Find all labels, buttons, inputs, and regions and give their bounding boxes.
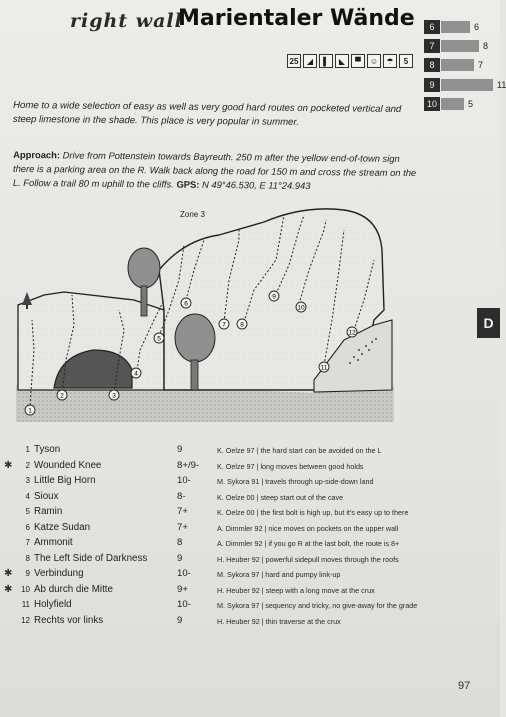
grade-row bbox=[424, 39, 488, 53]
route-info bbox=[217, 539, 399, 548]
child-friendly-icon: ☺ bbox=[367, 54, 381, 68]
crag-title: Marientaler Wände bbox=[178, 6, 415, 31]
route-marker-number: 12 bbox=[348, 329, 356, 337]
route-number: 4 bbox=[25, 491, 30, 501]
route-grade: 9+ bbox=[177, 583, 188, 595]
route-name: Verbindung bbox=[34, 568, 84, 579]
route-row bbox=[4, 522, 424, 536]
route-info bbox=[217, 446, 382, 455]
route-first-ascent: K. Oelze 97 bbox=[217, 461, 255, 471]
route-description: long moves between good holds bbox=[260, 461, 364, 471]
route-marker bbox=[154, 333, 164, 343]
route-info bbox=[217, 555, 399, 564]
route-info bbox=[217, 462, 364, 471]
grade-label: 8 bbox=[424, 58, 440, 72]
route-description: nice moves on pockets on the upper wall bbox=[268, 523, 399, 533]
route-number: 9 bbox=[25, 569, 30, 578]
grade-label: 6 bbox=[424, 20, 440, 34]
route-info bbox=[217, 570, 340, 579]
grade-row bbox=[424, 20, 479, 34]
route-first-ascent: H. Heuber 92 bbox=[217, 585, 260, 595]
route-first-ascent: M. Sykora 97 bbox=[217, 601, 260, 610]
walk-in-5min-icon: 5 bbox=[399, 54, 413, 68]
route-grade: 8 bbox=[177, 537, 183, 548]
grade-bar bbox=[441, 79, 493, 91]
route-number: 7 bbox=[25, 538, 30, 547]
route-row bbox=[4, 444, 424, 458]
intro-text: Home to a wide selection of easy as well as very good hard routes on pocketed vertical and steep limestone in the shade. This place is very popular in summer. bbox=[12, 99, 402, 128]
route-row bbox=[4, 615, 424, 629]
route-info bbox=[217, 508, 408, 517]
route-name: Wounded Knee bbox=[34, 459, 102, 471]
grade-bar bbox=[441, 98, 464, 110]
route-row bbox=[4, 537, 424, 551]
route-marker-number: 5 bbox=[157, 335, 161, 343]
separator: | bbox=[259, 554, 266, 564]
route-number: 5 bbox=[25, 507, 30, 516]
route-marker bbox=[269, 291, 279, 301]
approach-label: Approach: bbox=[13, 148, 61, 161]
route-marker bbox=[57, 390, 67, 400]
route-number: 1 bbox=[25, 445, 30, 454]
route-grade: 8+/9- bbox=[177, 459, 200, 471]
route-marker bbox=[237, 319, 247, 329]
route-first-ascent: K. Oelze 97 bbox=[217, 446, 255, 455]
grade-count: 11 bbox=[497, 80, 506, 90]
route-marker-number: 1 bbox=[28, 407, 32, 415]
route-row bbox=[4, 506, 424, 520]
route-description: steep start out of the cave bbox=[260, 492, 344, 502]
section-tab: D bbox=[477, 308, 500, 338]
route-marker bbox=[296, 302, 306, 312]
route-first-ascent: A. Dimmler 92 bbox=[217, 539, 263, 548]
grade-label: 9 bbox=[424, 78, 440, 92]
route-grade: 7+ bbox=[177, 521, 188, 533]
route-marker-number: 6 bbox=[184, 300, 188, 308]
grade-count: 7 bbox=[478, 60, 484, 70]
route-info bbox=[217, 477, 374, 486]
route-number: 11 bbox=[21, 600, 30, 609]
route-description: steep with a long move at the crux bbox=[265, 585, 375, 595]
route-marker bbox=[181, 298, 191, 308]
route-star-icon: ✱ bbox=[4, 583, 13, 595]
route-info bbox=[217, 601, 417, 610]
route-marker-number: 4 bbox=[134, 370, 138, 378]
route-marker bbox=[131, 368, 141, 378]
route-name: Tyson bbox=[34, 444, 61, 455]
route-marker-number: 3 bbox=[112, 392, 116, 400]
route-description: travels through up-side-down land bbox=[265, 477, 374, 486]
route-description: the hard start can be avoided on the L bbox=[260, 446, 382, 455]
route-marker-number: 10 bbox=[297, 304, 305, 312]
route-first-ascent: A. Dimmler 92 bbox=[217, 523, 263, 533]
vertical-wall-icon: ▌ bbox=[319, 54, 333, 68]
grade-count: 6 bbox=[474, 22, 480, 32]
route-star-icon: ✱ bbox=[4, 568, 13, 579]
route-row bbox=[4, 584, 424, 598]
route-marker-number: 11 bbox=[320, 364, 328, 372]
route-number: 2 bbox=[25, 460, 30, 470]
route-description: powerful sidepull moves through the roofs bbox=[265, 554, 399, 564]
gps-label: GPS: bbox=[176, 178, 200, 190]
route-description: the first bolt is high up, but it's easy up to there bbox=[260, 508, 409, 517]
route-info bbox=[217, 524, 398, 533]
separator: | bbox=[259, 570, 266, 579]
info-icons-row bbox=[287, 54, 413, 68]
route-description: thin traverse at the crux bbox=[265, 616, 341, 626]
route-description: sequency and tricky, no give-away for the grade bbox=[265, 601, 418, 610]
route-name: The Left Side of Darkness bbox=[34, 552, 148, 564]
route-row bbox=[4, 568, 424, 582]
approach-text bbox=[13, 148, 418, 194]
route-name: Ab durch die Mitte bbox=[34, 583, 113, 595]
route-grade: 9 bbox=[177, 552, 183, 564]
route-marker bbox=[109, 390, 119, 400]
route-marker-number: 7 bbox=[222, 321, 226, 329]
grade-row bbox=[424, 97, 473, 111]
route-number: 10 bbox=[21, 584, 30, 594]
grade-bar bbox=[441, 21, 470, 33]
route-marker bbox=[347, 327, 357, 337]
grade-label: 10 bbox=[424, 97, 440, 111]
route-first-ascent: H. Heuber 92 bbox=[217, 554, 260, 564]
route-description: hard and pumpy link-up bbox=[265, 570, 341, 579]
separator: | bbox=[259, 601, 266, 610]
page-number: 97 bbox=[458, 680, 471, 692]
route-marker-number: 2 bbox=[60, 392, 64, 400]
separator: | bbox=[262, 523, 269, 533]
route-name: Katze Sudan bbox=[34, 521, 91, 533]
shade-icon: ☂ bbox=[383, 54, 397, 68]
route-first-ascent: H. Heuber 92 bbox=[217, 616, 260, 626]
separator: | bbox=[254, 446, 261, 455]
route-grade: 8- bbox=[177, 490, 186, 502]
route-name: Rechts vor links bbox=[34, 614, 104, 626]
zone-label: Zone 3 bbox=[180, 210, 205, 219]
route-row bbox=[4, 553, 424, 567]
route-grade: 10- bbox=[177, 599, 191, 610]
route-row bbox=[4, 460, 424, 474]
route-row bbox=[4, 599, 424, 613]
roof-icon: ▀ bbox=[351, 54, 365, 68]
route-name: Little Big Horn bbox=[34, 475, 96, 486]
separator: | bbox=[259, 585, 266, 595]
route-number: 3 bbox=[25, 476, 30, 485]
route-description: if you go R at the last bolt, the route is 8+ bbox=[268, 539, 400, 548]
separator: | bbox=[259, 477, 266, 486]
route-row bbox=[4, 475, 424, 489]
route-star-icon: ✱ bbox=[4, 459, 13, 471]
route-first-ascent: K. Oelze 00 bbox=[217, 508, 255, 517]
route-first-ascent: M. Sykora 97 bbox=[217, 570, 260, 579]
approach-body: Drive from Pottenstein towards Bayreuth. 250 m after the yellow end-of-town sign there is a parking area on the R. Walk back along the road for 150 m and cross the stream on the L. Follow a trail 80 m uphill to the cliffs. bbox=[12, 149, 417, 190]
route-grade: 10- bbox=[177, 475, 191, 486]
route-marker-number: 8 bbox=[240, 321, 244, 329]
grade-row bbox=[424, 78, 506, 92]
route-info bbox=[217, 617, 341, 626]
route-marker-number: 9 bbox=[272, 293, 276, 301]
route-name: Sioux bbox=[34, 490, 59, 502]
separator: | bbox=[259, 616, 266, 626]
route-grade: 9 bbox=[177, 444, 183, 455]
route-info bbox=[217, 493, 343, 502]
route-marker bbox=[25, 405, 35, 415]
grade-count: 8 bbox=[483, 41, 489, 51]
gps-coordinates: N 49°46.530, E 11°24.943 bbox=[201, 178, 311, 191]
route-first-ascent: K. Oelze 00 bbox=[217, 492, 255, 502]
route-marker bbox=[319, 362, 329, 372]
route-first-ascent: M. Sykora 91 bbox=[217, 477, 260, 486]
route-name: Ammonit bbox=[34, 537, 73, 548]
grade-row bbox=[424, 58, 483, 72]
route-number: 12 bbox=[21, 615, 30, 625]
route-grade: 10- bbox=[177, 568, 191, 579]
crag-topo-drawing bbox=[14, 200, 394, 425]
grade-bar bbox=[441, 59, 474, 71]
slab-icon: ◢ bbox=[303, 54, 317, 68]
grade-count: 5 bbox=[468, 99, 474, 109]
overhang-icon: ◣ bbox=[335, 54, 349, 68]
separator: | bbox=[254, 461, 261, 471]
route-marker bbox=[219, 319, 229, 329]
route-grade: 9 bbox=[177, 614, 183, 626]
separator: | bbox=[254, 492, 261, 502]
height-25m-icon: 25 bbox=[287, 54, 301, 68]
route-info bbox=[217, 586, 375, 595]
route-grade: 7+ bbox=[177, 506, 188, 517]
separator: | bbox=[254, 508, 261, 517]
section-label: right wall bbox=[70, 10, 183, 32]
route-name: Ramin bbox=[34, 506, 63, 517]
route-row bbox=[4, 491, 424, 505]
route-name: Holyfield bbox=[34, 599, 72, 610]
route-number: 6 bbox=[25, 522, 30, 532]
grade-label: 7 bbox=[424, 39, 440, 53]
separator: | bbox=[262, 539, 269, 548]
grade-bar bbox=[441, 40, 479, 52]
route-number: 8 bbox=[25, 553, 30, 563]
